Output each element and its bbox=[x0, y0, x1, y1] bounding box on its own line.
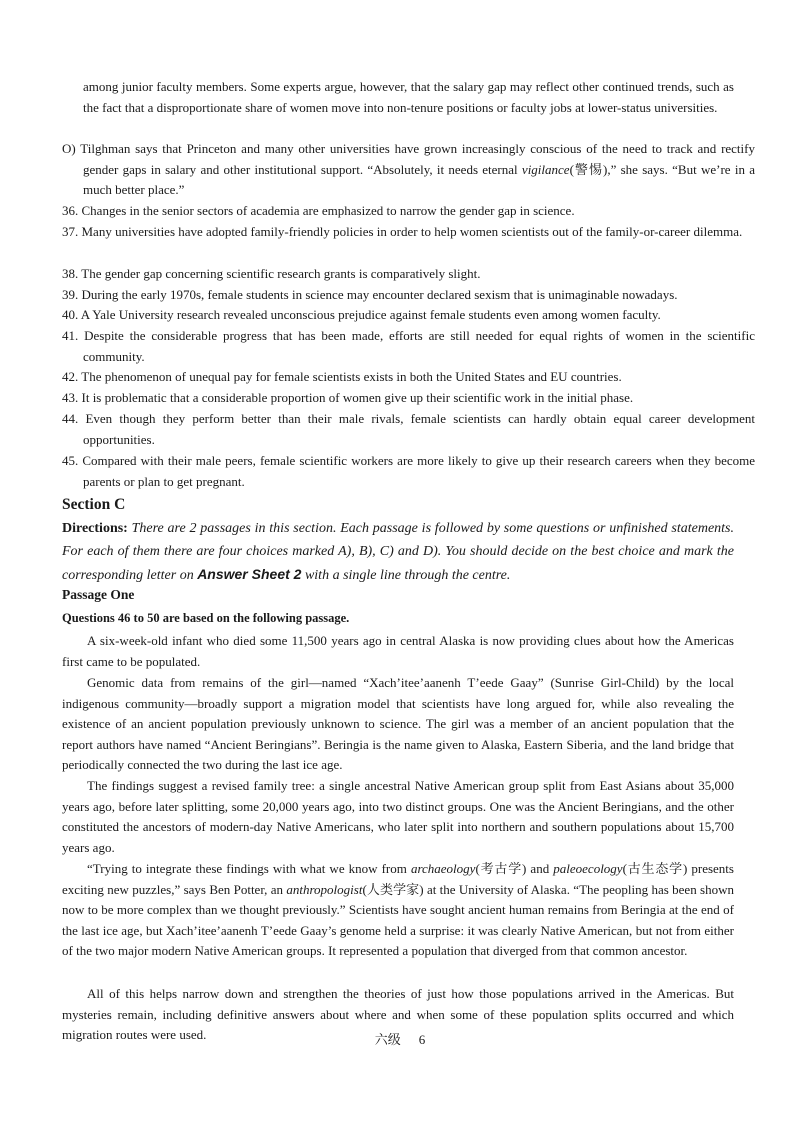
p4-part-c: presents exciting new puzzles,” says Ben Potter, an bbox=[62, 861, 734, 897]
p4-gloss-3: (人类学家) bbox=[362, 881, 424, 897]
questions-heading: Questions 46 to 50 are based on the following passage. bbox=[62, 611, 350, 625]
p4-part-b: and bbox=[526, 861, 554, 876]
statement-45: 45. Compared with their male peers, female scientific workers are more likely to give up their research careers when they become parents or plan to get pregnant. bbox=[62, 453, 755, 489]
section-c-directions bbox=[62, 517, 734, 587]
passage-paragraph-2: Genomic data from remains of the girl—named “Xach’itee’aanenh T’eede Gaay” (Sunrise Girl-Child) by the local indigenous community—broadly support a migration model that scientists have long argued for, while also revealing the existence of an ancient population previously unknown to science. The girl was a member of an ancient population that the report authors have named “Ancient Beringians”. Beringia is the name given to Alaska, Eastern Siberia, and the land bridge that periodically connected the two during the last ice age. bbox=[62, 675, 734, 773]
statement-37: 37. Many universities have adopted family-friendly policies in order to help women scientists out of the family-or-career dilemma. bbox=[62, 224, 743, 239]
paragraph-o-term: vigilance bbox=[521, 161, 570, 177]
footer-level: 六级 bbox=[374, 1032, 401, 1047]
paragraph-o-part2: ,” she says. “But we’re in a much better place.” bbox=[83, 161, 755, 198]
statement-39: 39. During the early 1970s, female students in science may encounter declared sexism that is unimaginable nowadays. bbox=[62, 287, 678, 302]
p4-gloss-1: (考古学) bbox=[475, 861, 527, 876]
statement-41: 41. Despite the considerable progress that has been made, efforts are still needed for equal rights of women in the scientific community. bbox=[62, 328, 755, 364]
paragraph-o-gloss: (警惕) bbox=[569, 161, 608, 177]
p4-part-d: at the University of Alaska. “The peopling has been shown now to be more complex than we thought previously.” Scientists have sought ancient human remains from Beringia at the end of the last ice age, but Xach’itee’aanenh T’eede Gaay’s genome held a surprise: it was clearly Native American, but not from either of the two major modern Native American groups. It represented a population that diverged from that common ancestor. bbox=[62, 881, 734, 959]
directions-part2: with a single line through the centre. bbox=[301, 568, 511, 583]
statement-43: 43. It is problematic that a considerable proportion of women give up their scientific work in the initial phase. bbox=[62, 390, 634, 405]
p4-gloss-2: (古生态学) bbox=[622, 861, 688, 876]
p4-term-archaeology: archaeology bbox=[410, 861, 476, 876]
statement-42: 42. The phenomenon of unequal pay for female scientists exists in both the United States and EU countries. bbox=[62, 369, 622, 384]
passage-paragraph-4 bbox=[62, 859, 734, 962]
paragraph-o-label: O) bbox=[62, 141, 81, 156]
passage-paragraph-3: The findings suggest a revised family tree: a single ancestral Native American group split from East Asians about 35,000 years ago, before later splitting, some 20,000 years ago, into two distinct groups. One was the Ancient Beringians, and the other constituted the ancestors of modern-day Native Americans, who later split into northern and southern populations about 15,700 years ago. bbox=[62, 778, 734, 855]
p4-part-a: “Trying to integrate these findings with what we know from bbox=[87, 861, 411, 876]
paragraph-o bbox=[62, 139, 755, 201]
p4-term-paleoecology: paleoecology bbox=[553, 861, 623, 876]
directions-part1: There are 2 passages in this section. Each passage is followed by some questions or unfinished statements. For each of them there are four choices marked A), B), C) and D). You should decide on the best choice and mark the corresponding letter on bbox=[62, 521, 734, 583]
statement-40: 40. A Yale University research revealed unconscious prejudice against female students even among women faculty. bbox=[62, 307, 661, 322]
statement-38: 38. The gender gap concerning scientific research grants is comparatively slight. bbox=[62, 266, 481, 281]
statement-36: 36. Changes in the senior sectors of academia are emphasized to narrow the gender gap in science. bbox=[62, 203, 575, 218]
answer-sheet-label: Answer Sheet 2 bbox=[197, 566, 302, 582]
passage-paragraph-1: A six-week-old infant who died some 11,500 years ago in central Alaska is now providing clues about how the Americas first came to be populated. bbox=[62, 633, 734, 669]
statement-44: 44. Even though they perform better than their male rivals, female scientists can hardly obtain equal career development opportunities. bbox=[62, 411, 755, 447]
paragraph-o-part1: Tilghman says that Princeton and many other universities have grown increasingly conscious of the need to track and rectify gender gaps in salary and other institutional support. “Absolutely, it needs eternal bbox=[80, 141, 755, 177]
passage-one-title: Passage One bbox=[62, 587, 135, 602]
continued-paragraph: among junior faculty members. Some experts argue, however, that the salary gap may reflect other continued trends, such as the fact that a disproportionate share of women move into non-tenure positions or faculty jobs at lower-status universities. bbox=[83, 79, 734, 115]
section-c-title: Section C bbox=[62, 496, 126, 513]
footer-page-number: 6 bbox=[418, 1032, 426, 1047]
directions-label: Directions: bbox=[62, 521, 128, 536]
page-footer bbox=[0, 1029, 800, 1048]
passage-paragraph-5: All of this helps narrow down and strengthen the theories of just how those populations arrived in the Americas. But mysteries remain, including definitive answers about where and when some of these population splits occurred and which migration routes were used. bbox=[62, 986, 734, 1043]
p4-term-anthropologist: anthropologist bbox=[286, 881, 363, 897]
